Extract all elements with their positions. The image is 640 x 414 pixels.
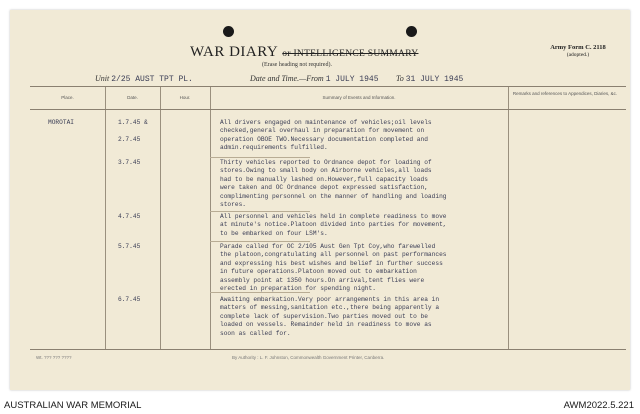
caption-institution: AUSTRALIAN WAR MEMORIAL bbox=[4, 400, 142, 411]
entry-text: All drivers engaged on maintenance of vehicles;oil levels checked,general overhaul in preparation for movement on operation OBOE TWO.Necessary documentation completed and admin.requirements fulfilled. bbox=[220, 119, 432, 152]
entry-date: 6.7.45 bbox=[118, 296, 141, 303]
from-label: —From bbox=[299, 74, 324, 83]
from-value: 1 JULY 1945 bbox=[325, 75, 379, 84]
column-divider bbox=[105, 87, 106, 349]
entry-date: 4.7.45 bbox=[118, 213, 141, 220]
entry-text: Awaiting embarkation.Very poor arrangements in this area in matters of messing,sanitation etc.,there being apparently a complete lack of supervision.Two parties moved out to be loaded on vessels. Remainder held in readiness to move as soon as called for. bbox=[220, 296, 440, 337]
entry-place: MOROTAI bbox=[48, 119, 74, 126]
entry-rule bbox=[210, 157, 310, 158]
entry-text: Parade called for OC 2/105 Aust Gen Tpt Coy,who farewelled the platoon,congratulating all personnel on past performances and expressing his best wishes and belief in further success in future operations.Platoon moved out to embarkation assembly point at 1350 hours.On arrival,tent flies were erected in preparation for spending night. bbox=[220, 243, 447, 293]
form-note: (adopted.) bbox=[566, 52, 590, 59]
form-title bbox=[190, 44, 418, 61]
unit-field bbox=[95, 74, 193, 84]
header-rule bbox=[30, 109, 626, 110]
footer-authority: By Authority : L. F. Johnston, Commonwealth Government Printer, Canberra. bbox=[232, 355, 385, 360]
entry-rule bbox=[210, 211, 310, 212]
form-number bbox=[538, 43, 618, 60]
entry-text: All personnel and vehicles held in complete readiness to move at minute's notice.Platoon divided into parties for movement, to be embarked on four LSM's. bbox=[220, 213, 447, 237]
footer-print-code: Wt. ??? ??? ???? bbox=[36, 355, 72, 360]
column-divider bbox=[508, 87, 509, 349]
entry-text: Thirty vehicles reported to Ordnance depot for loading of stores.Owing to small body on Airborne vehicles,all loads had to be manually lashed on.However,full capacity loads were taken and OC Ordnance depot expressed satisfaction, complimenting personnel on the manner of handling and loading stores. bbox=[220, 159, 447, 209]
entry-date: 3.7.45 bbox=[118, 159, 141, 166]
to-value: 31 JULY 1945 bbox=[405, 75, 464, 84]
caption-accession: AWM2022.5.221 bbox=[563, 400, 634, 411]
form-subtitle: (Erase heading not required). bbox=[262, 62, 332, 68]
unit-value: 2/25 AUST TPT PL. bbox=[111, 75, 193, 84]
date-label: Date and Time. bbox=[250, 74, 300, 83]
entry-date: 1.7.45 & 2.7.45 bbox=[118, 119, 148, 143]
col-head-hour: Hour. bbox=[179, 95, 191, 100]
punch-hole bbox=[223, 26, 234, 37]
col-head-summary: Summary of Events and Information. bbox=[322, 95, 396, 100]
struck-heading: or INTELLIGENCE SUMMARY bbox=[282, 49, 419, 59]
column-divider bbox=[210, 87, 211, 349]
col-head-date: Date. bbox=[127, 95, 138, 100]
unit-label: Unit bbox=[95, 74, 110, 83]
war-diary-title: WAR DIARY bbox=[190, 44, 279, 60]
diary-table bbox=[30, 86, 626, 350]
punch-hole bbox=[406, 26, 417, 37]
column-divider bbox=[160, 87, 161, 349]
col-head-place: Place. bbox=[61, 95, 74, 100]
date-range-field bbox=[250, 74, 379, 84]
date-to-field bbox=[396, 74, 463, 84]
to-label: To bbox=[396, 74, 404, 83]
entry-rule bbox=[210, 241, 310, 242]
form-number-text: Army Form C. 2118 bbox=[550, 44, 606, 51]
entry-date: 5.7.45 bbox=[118, 243, 141, 250]
col-head-remarks: Remarks and references to Appendices, Diaries, &c. bbox=[512, 91, 618, 96]
